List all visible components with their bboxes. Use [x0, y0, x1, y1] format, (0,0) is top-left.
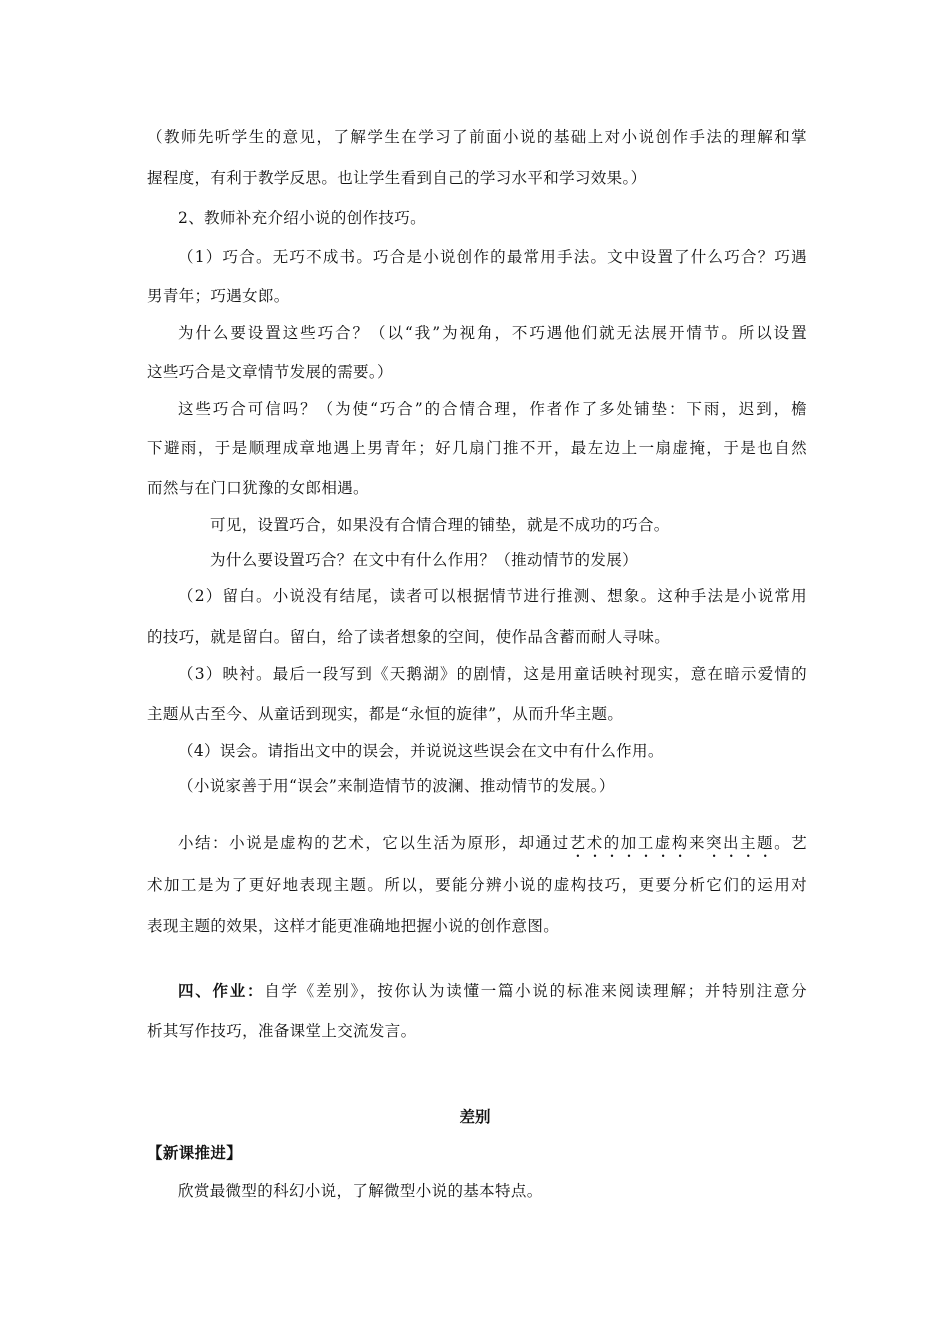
paragraph-summary-line-1	[178, 832, 807, 861]
paragraph-homework-line-1	[178, 980, 807, 1002]
paragraph-credible-line-3: 而然与在门口犹豫的女郎相遇。	[147, 479, 369, 497]
paragraph-why-coincidence-line-1: 为什么要设置这些巧合？（以“我”为视角，不巧遇他们就无法展开情节。所以设置	[178, 324, 807, 342]
paragraph-credible-line-2: 下避雨，于是顺理成章地遇上男青年；好几扇门推不开，最左边上一扇虚掩，于是也自然	[147, 439, 807, 457]
paragraph-misunderstanding: （4）误会。请指出文中的误会，并说说这些误会在文中有什么作用。	[178, 742, 664, 760]
paragraph-blank-space-line-1: （2）留白。小说没有结尾，读者可以根据情节进行推测、想象。这种手法是小说常用	[178, 587, 807, 605]
summary-emphasis-fiction: 虚构	[654, 834, 689, 852]
paragraph-summary-line-3: 表现主题的效果，这样才能更准确地把握小说的创作意图。	[147, 917, 560, 935]
section-title: 差别	[459, 1107, 491, 1126]
paragraph-supplement-heading: 2、教师补充介绍小说的创作技巧。	[178, 209, 426, 227]
summary-text-f: 。艺	[774, 834, 807, 852]
homework-text: 自学《差别》，按你认为读懂一篇小说的标准来阅读理解；并特别注意分	[264, 982, 807, 1000]
homework-label: 四、作业：	[178, 981, 265, 1000]
paragraph-contrast-line-1: （3）映衬。最后一段写到《天鹅湖》的剧情，这是用童话映衬现实，意在暗示爱情的	[178, 665, 807, 683]
paragraph-coincidence-line-1: （1）巧合。无巧不成书。巧合是小说创作的最常用手法。文中设置了什么巧合？巧遇	[178, 248, 807, 266]
summary-emphasis-highlight-theme: 突出主题	[705, 834, 775, 852]
paragraph-why-coincidence-line-2: 这些巧合是文章情节发展的需要。）	[147, 363, 393, 381]
paragraph-misunderstanding-note: （小说家善于用“误会”来制造情节的波澜、推动情节的发展。）	[178, 777, 615, 795]
paragraph-conclusion-coincidence: 可见，设置巧合，如果没有合情合理的铺垫，就是不成功的巧合。	[210, 516, 670, 534]
paragraph-blank-space-line-2: 的技巧，就是留白。留白，给了读者想象的空间，使作品含蓄而耐人寻味。	[147, 628, 671, 646]
summary-text-d: 来	[688, 834, 706, 852]
summary-text-a: 小结：小说是虚构的艺术，它以生活为原形，却通过	[178, 834, 570, 852]
section-intro: 欣赏最微型的科幻小说，了解微型小说的基本特点。	[178, 1182, 543, 1200]
paragraph-coincidence-line-2: 男青年；巧遇女郎。	[147, 287, 290, 305]
paragraph-teacher-note-line-1: （教师先听学生的意见，了解学生在学习了前面小说的基础上对小说创作手法的理解和掌	[147, 128, 807, 146]
paragraph-contrast-line-2: 主题从古至今、从童话到现实，都是“永恒的旋律”，从而升华主题。	[147, 705, 624, 723]
summary-emphasis-art-processing: 艺术的加工	[569, 834, 655, 852]
paragraph-credible-line-1: 这些巧合可信吗？（为使“巧合”的合情合理，作者作了多处铺垫：下雨，迟到，檐	[178, 400, 807, 418]
section-heading: 【新课推进】	[147, 1143, 243, 1162]
paragraph-summary-line-2: 术加工是为了更好地表现主题。所以，要能分辨小说的虚构技巧，更要分析它们的运用对	[147, 876, 807, 894]
paragraph-homework-line-2: 析其写作技巧，准备课堂上交流发言。	[147, 1022, 417, 1040]
paragraph-coincidence-purpose: 为什么要设置巧合？在文中有什么作用？（推动情节的发展）	[210, 551, 638, 569]
paragraph-teacher-note-line-2: 握程度，有利于教学反思。也让学生看到自己的学习水平和学习效果。）	[147, 169, 647, 187]
